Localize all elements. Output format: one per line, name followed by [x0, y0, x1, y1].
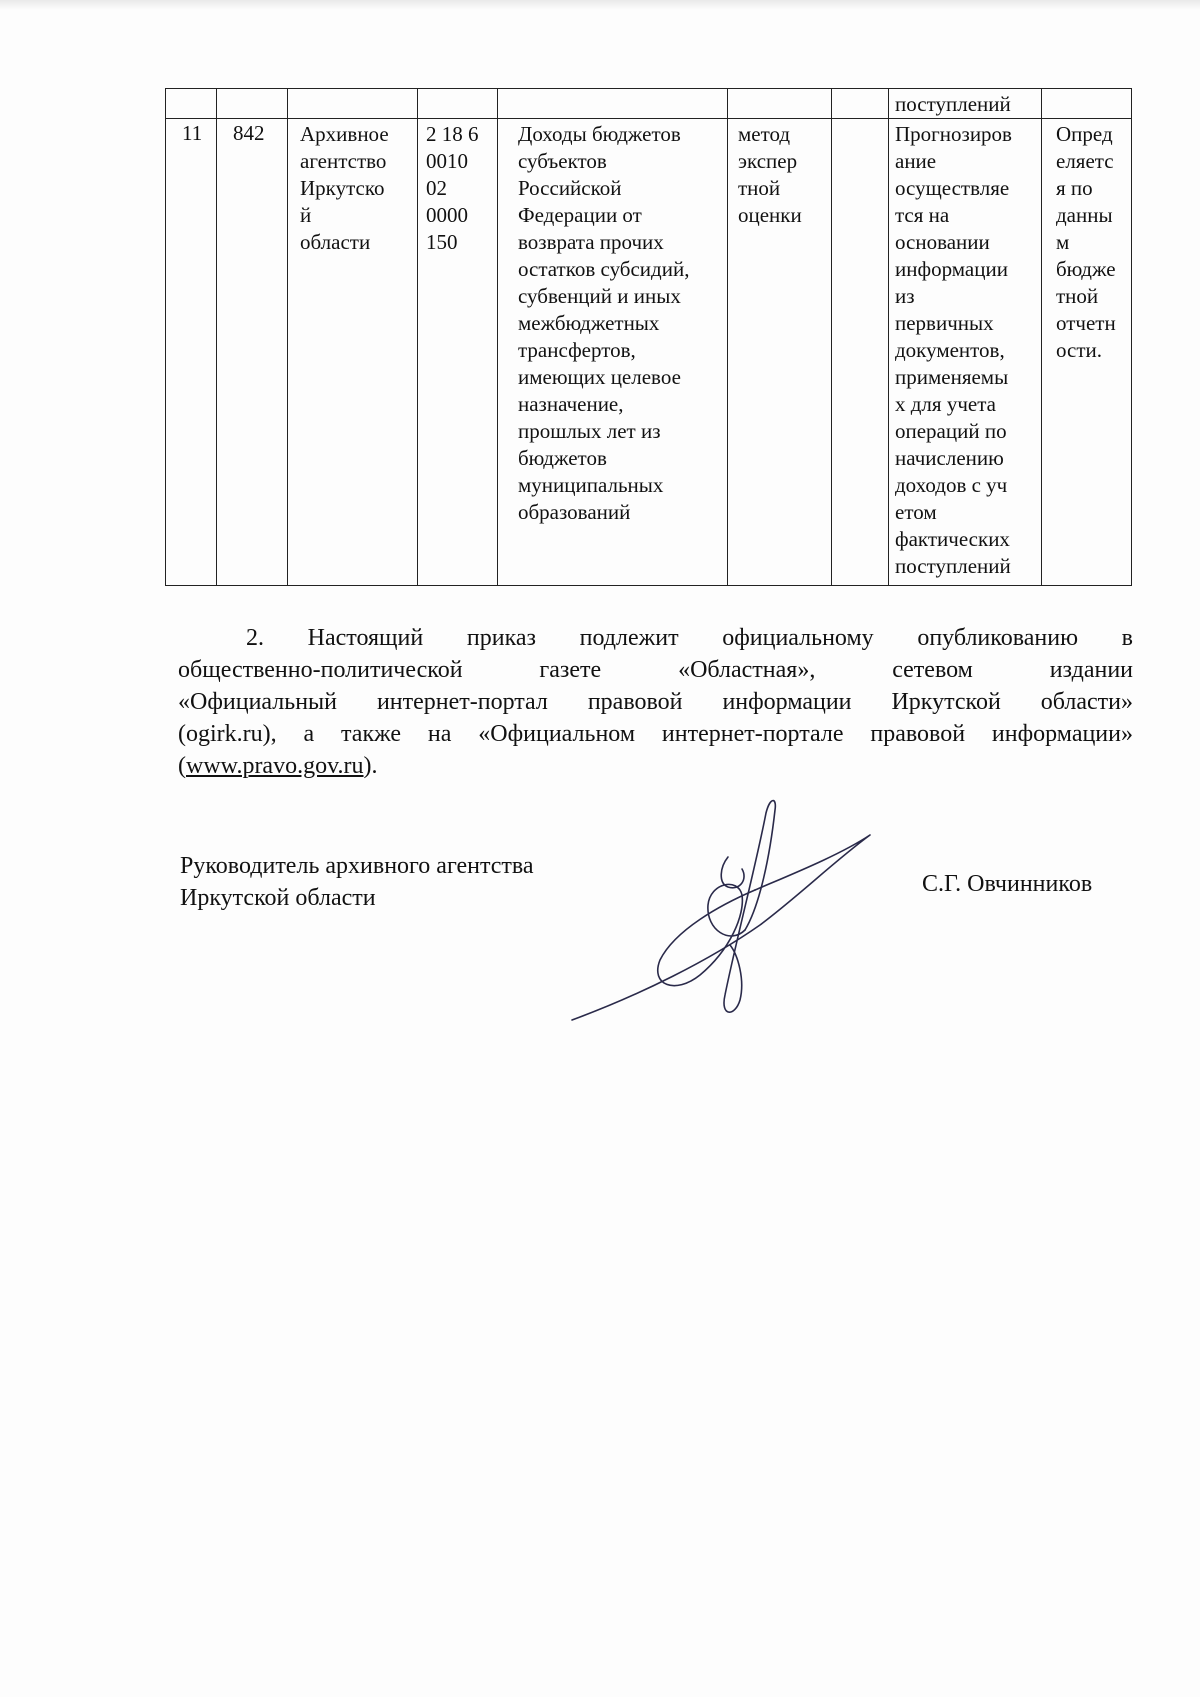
cell-line: тной — [1056, 284, 1099, 308]
cell-line: бюджетов — [518, 446, 607, 470]
cell-line: доходов с уч — [895, 473, 1008, 497]
cell-line: данны — [1056, 203, 1113, 227]
cell-line: я по — [1056, 176, 1093, 200]
signature-stroke — [724, 801, 775, 1013]
cell-method-cont — [728, 89, 832, 119]
cell-method — [728, 119, 832, 586]
cell-line: основании — [895, 230, 990, 254]
cell-line: ание — [895, 149, 937, 173]
cell-line: 150 — [426, 230, 458, 254]
signer-position-line: Руководитель архивного агентства — [180, 853, 534, 879]
cell-line: 0010 — [426, 149, 468, 173]
signature-stroke — [721, 857, 744, 888]
cell-line: 0000 — [426, 203, 468, 227]
signer-position — [180, 850, 534, 914]
cell-line: начислению — [895, 446, 1004, 470]
table-row — [166, 119, 1132, 586]
paragraph-line: (ogirk.ru), а также на «Официальном интернет-портале правовой информации» — [178, 721, 1133, 747]
cell-line: информации — [895, 257, 1008, 281]
cell-line: Иркутско — [300, 176, 385, 200]
paren-close: ). — [363, 753, 378, 779]
forecast-method — [728, 119, 831, 229]
cell-line: Опред — [1056, 122, 1113, 146]
cell-formula — [832, 119, 889, 586]
cell-line: агентство — [300, 149, 387, 173]
cell-line: еляетс — [1056, 149, 1114, 173]
signer-name: С.Г. Овчинников — [922, 871, 1093, 897]
cell-line: метод — [738, 122, 791, 146]
cell-admin-code — [217, 119, 288, 586]
income-name — [498, 119, 727, 526]
cell-number-cont — [166, 89, 217, 119]
cell-algorithm-cont — [889, 89, 1042, 119]
cell-line: Архивное — [300, 122, 389, 146]
data-source — [1042, 119, 1131, 364]
signer-position-line: Иркутской области — [180, 885, 376, 911]
cell-admin-name — [288, 119, 418, 586]
cell-formula-cont — [832, 89, 889, 119]
cell-line: осуществляе — [895, 176, 1010, 200]
cell-line: применяемы — [895, 365, 1009, 389]
paragraph-line: общественно-политической газете «Областная», сетевом издании — [178, 657, 1133, 683]
cell-data-source — [1042, 119, 1132, 586]
cell-line: оценки — [738, 203, 802, 227]
cell-line: прошлых лет из — [518, 419, 661, 443]
cell-line: тся на — [895, 203, 950, 227]
cell-source-cont — [1042, 89, 1132, 119]
cell-line: тной — [738, 176, 781, 200]
cell-line: й — [300, 203, 312, 227]
cell-algorithm — [889, 119, 1042, 586]
cell-kbk-cont — [418, 89, 498, 119]
signature-stroke — [572, 835, 870, 1020]
cell-line: операций по — [895, 419, 1007, 443]
cell-line: Доходы бюджетов — [518, 122, 681, 146]
cell-line: образований — [518, 500, 631, 524]
cell-number — [166, 119, 217, 586]
row-number: 11 — [182, 121, 203, 145]
admin-code: 842 — [233, 121, 265, 145]
cell-line: трансфертов, — [518, 338, 636, 362]
cell-line: возврата прочих — [518, 230, 664, 254]
cell-line: из — [895, 284, 915, 308]
cell-line: субъектов — [518, 149, 607, 173]
paragraph-line: «Официальный интернет-портал правовой информации Иркутской области» — [178, 689, 1133, 715]
paragraph-line: 2. Настоящий приказ подлежит официальному опубликованию в — [246, 625, 1133, 651]
forecast-table — [165, 88, 1132, 586]
cell-line: етом — [895, 500, 937, 524]
cell-line: назначение, — [518, 392, 624, 416]
pravo-link[interactable]: www.pravo.gov.ru — [186, 753, 364, 779]
cell-kbk — [418, 119, 498, 586]
scan-edge — [0, 0, 1200, 10]
cell-line: Российской — [518, 176, 622, 200]
cell-line: 02 — [426, 176, 447, 200]
cell-income-cont — [498, 89, 728, 119]
cell-income-name — [498, 119, 728, 586]
kbk-code — [418, 119, 497, 256]
table-row-continuation — [166, 89, 1132, 119]
paren-open: ( — [178, 753, 186, 779]
algorithm-tail-text: поступлений — [895, 92, 1011, 116]
cell-line: субвенций и иных — [518, 284, 681, 308]
admin-name — [288, 119, 417, 256]
cell-admin-cont — [288, 89, 418, 119]
paragraph-line-last — [178, 750, 1133, 782]
forecast-algorithm — [889, 119, 1041, 580]
cell-line: экспер — [738, 149, 798, 173]
cell-line: первичных — [895, 311, 994, 335]
cell-line: ости. — [1056, 338, 1103, 362]
cell-line: бюдже — [1056, 257, 1116, 281]
cell-line: Прогнозиров — [895, 122, 1012, 146]
handwritten-signature — [570, 795, 880, 1030]
cell-line: области — [300, 230, 371, 254]
publication-paragraph — [178, 622, 1133, 782]
cell-line: м — [1056, 230, 1070, 254]
cell-line: документов, — [895, 338, 1005, 362]
cell-line: фактических — [895, 527, 1010, 551]
cell-code-cont — [217, 89, 288, 119]
cell-line: отчетн — [1056, 311, 1116, 335]
cell-line: Федерации от — [518, 203, 642, 227]
cell-line: межбюджетных — [518, 311, 660, 335]
cell-line: 2 18 6 — [426, 122, 479, 146]
cell-line: остатков субсидий, — [518, 257, 690, 281]
cell-line: имеющих целевое — [518, 365, 681, 389]
cell-line: х для учета — [895, 392, 996, 416]
cell-line: поступлений — [895, 554, 1011, 578]
cell-line: муниципальных — [518, 473, 664, 497]
